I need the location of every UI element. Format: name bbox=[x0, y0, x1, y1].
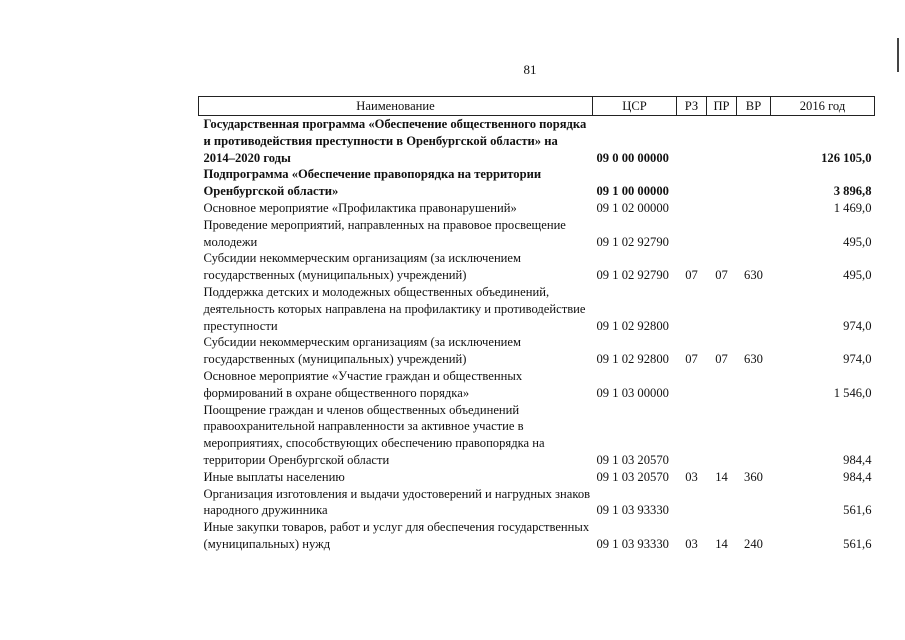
column-header-rz: РЗ bbox=[677, 97, 707, 116]
row-csr-cell: 09 1 03 20570 bbox=[596, 452, 669, 467]
table-row bbox=[199, 486, 875, 520]
row-pr-cell bbox=[707, 402, 737, 469]
row-name-cell: Государственная программа «Обеспечение общественного порядка и противодействия преступности в Оренбургской области» на 2014–2020 годы bbox=[203, 117, 587, 165]
row-pr-cell: 07 bbox=[715, 352, 728, 367]
row-amount-cell: 1 469,0 bbox=[833, 200, 872, 215]
row-csr-cell: 09 1 02 92790 bbox=[596, 234, 669, 249]
row-csr-cell: 09 1 03 20570 bbox=[596, 469, 669, 484]
row-amount-cell: 495,0 bbox=[843, 268, 872, 283]
table-row bbox=[199, 200, 875, 217]
row-csr-cell: 09 1 03 93330 bbox=[596, 536, 669, 551]
row-name-cell: Иные закупки товаров, работ и услуг для обеспечения государственных (муниципальных) нужд bbox=[203, 520, 590, 551]
row-csr-cell: 09 0 00 00000 bbox=[596, 150, 669, 165]
row-rz-cell: 07 bbox=[685, 352, 698, 367]
budget-table bbox=[198, 96, 875, 553]
row-pr-cell: 14 bbox=[715, 469, 728, 484]
row-csr-cell: 09 1 03 93330 bbox=[596, 503, 669, 518]
column-header-pr: ПР bbox=[707, 97, 737, 116]
row-name-cell: Субсидии некоммерческим организациям (за исключением государственных (муниципальных) учреждений) bbox=[203, 251, 521, 283]
table-row bbox=[199, 402, 875, 469]
row-rz-cell bbox=[677, 116, 707, 167]
row-name-cell: Основное мероприятие «Профилактика правонарушений» bbox=[203, 200, 517, 215]
row-name-cell: Поощрение граждан и членов общественных объединений правоохранительной направленности за активное участие в мероприятиях, способствующих обеспечению правопорядка на территории Оренбургской области bbox=[203, 402, 545, 467]
row-pr-cell: 07 bbox=[715, 268, 728, 283]
row-pr-cell bbox=[707, 368, 737, 402]
row-csr-cell: 09 1 03 00000 bbox=[596, 385, 669, 400]
row-amount-cell: 561,6 bbox=[843, 503, 872, 518]
table-row bbox=[199, 519, 875, 553]
row-name-cell: Иные выплаты населению bbox=[203, 469, 345, 484]
row-amount-cell: 3 896,8 bbox=[833, 184, 872, 199]
row-vr-cell: 360 bbox=[744, 469, 763, 484]
row-vr-cell bbox=[737, 486, 771, 520]
row-amount-cell: 126 105,0 bbox=[821, 150, 872, 165]
row-name-cell: Подпрограмма «Обеспечение правопорядка на территории Оренбургской области» bbox=[203, 167, 542, 199]
row-pr-cell bbox=[707, 284, 737, 334]
row-rz-cell: 03 bbox=[685, 469, 698, 484]
row-pr-cell: 14 bbox=[715, 536, 728, 551]
row-csr-cell: 09 1 02 92800 bbox=[596, 318, 669, 333]
row-rz-cell bbox=[677, 166, 707, 200]
table-row bbox=[199, 469, 875, 486]
row-pr-cell bbox=[707, 486, 737, 520]
row-vr-cell bbox=[737, 368, 771, 402]
row-vr-cell: 630 bbox=[744, 268, 763, 283]
page-edge-mark bbox=[897, 38, 899, 72]
table-row bbox=[199, 250, 875, 284]
table-header-row bbox=[199, 97, 875, 116]
row-vr-cell bbox=[737, 116, 771, 167]
row-name-cell: Проведение мероприятий, направленных на правовое просвещение молодежи bbox=[203, 217, 566, 249]
row-vr-cell bbox=[737, 200, 771, 217]
row-name-cell: Основное мероприятие «Участие граждан и общественных формирований в охране общественного порядка» bbox=[203, 368, 523, 400]
row-pr-cell bbox=[707, 217, 737, 251]
row-rz-cell bbox=[677, 368, 707, 402]
row-csr-cell: 09 1 02 00000 bbox=[596, 200, 669, 215]
row-csr-cell: 09 1 00 00000 bbox=[596, 184, 669, 199]
row-amount-cell: 495,0 bbox=[843, 234, 872, 249]
row-csr-cell: 09 1 02 92790 bbox=[596, 268, 669, 283]
row-amount-cell: 974,0 bbox=[843, 318, 872, 333]
row-rz-cell bbox=[677, 486, 707, 520]
row-rz-cell bbox=[677, 217, 707, 251]
table-row bbox=[199, 368, 875, 402]
row-rz-cell bbox=[677, 402, 707, 469]
table-row bbox=[199, 217, 875, 251]
column-header-year: 2016 год bbox=[771, 97, 875, 116]
page-number: 81 bbox=[523, 62, 537, 77]
row-amount-cell: 974,0 bbox=[843, 352, 872, 367]
table-body bbox=[199, 116, 875, 553]
row-amount-cell: 561,6 bbox=[843, 536, 872, 551]
row-pr-cell bbox=[707, 116, 737, 167]
row-vr-cell bbox=[737, 217, 771, 251]
row-rz-cell bbox=[677, 284, 707, 334]
column-header-vr: ВР bbox=[737, 97, 771, 116]
row-amount-cell: 984,4 bbox=[843, 452, 872, 467]
row-rz-cell bbox=[677, 200, 707, 217]
table-row bbox=[199, 334, 875, 368]
row-rz-cell: 07 bbox=[685, 268, 698, 283]
table-row bbox=[199, 284, 875, 334]
row-name-cell: Субсидии некоммерческим организациям (за исключением государственных (муниципальных) учреждений) bbox=[203, 335, 521, 367]
row-vr-cell: 240 bbox=[744, 536, 763, 551]
row-name-cell: Организация изготовления и выдачи удостоверений и нагрудных знаков народного дружинника bbox=[203, 486, 591, 518]
row-amount-cell: 984,4 bbox=[843, 469, 872, 484]
row-pr-cell bbox=[707, 200, 737, 217]
row-csr-cell: 09 1 02 92800 bbox=[596, 352, 669, 367]
row-vr-cell bbox=[737, 402, 771, 469]
row-vr-cell: 630 bbox=[744, 352, 763, 367]
row-name-cell: Поддержка детских и молодежных общественных объединений, деятельность которых направлена на профилактику и противодействие преступности bbox=[203, 284, 586, 333]
row-amount-cell: 1 546,0 bbox=[833, 385, 872, 400]
column-header-csr: ЦСР bbox=[593, 97, 677, 116]
column-header-name: Наименование bbox=[199, 97, 593, 116]
table-row bbox=[199, 116, 875, 167]
row-pr-cell bbox=[707, 166, 737, 200]
table-row bbox=[199, 166, 875, 200]
row-rz-cell: 03 bbox=[685, 536, 698, 551]
row-vr-cell bbox=[737, 166, 771, 200]
row-vr-cell bbox=[737, 284, 771, 334]
